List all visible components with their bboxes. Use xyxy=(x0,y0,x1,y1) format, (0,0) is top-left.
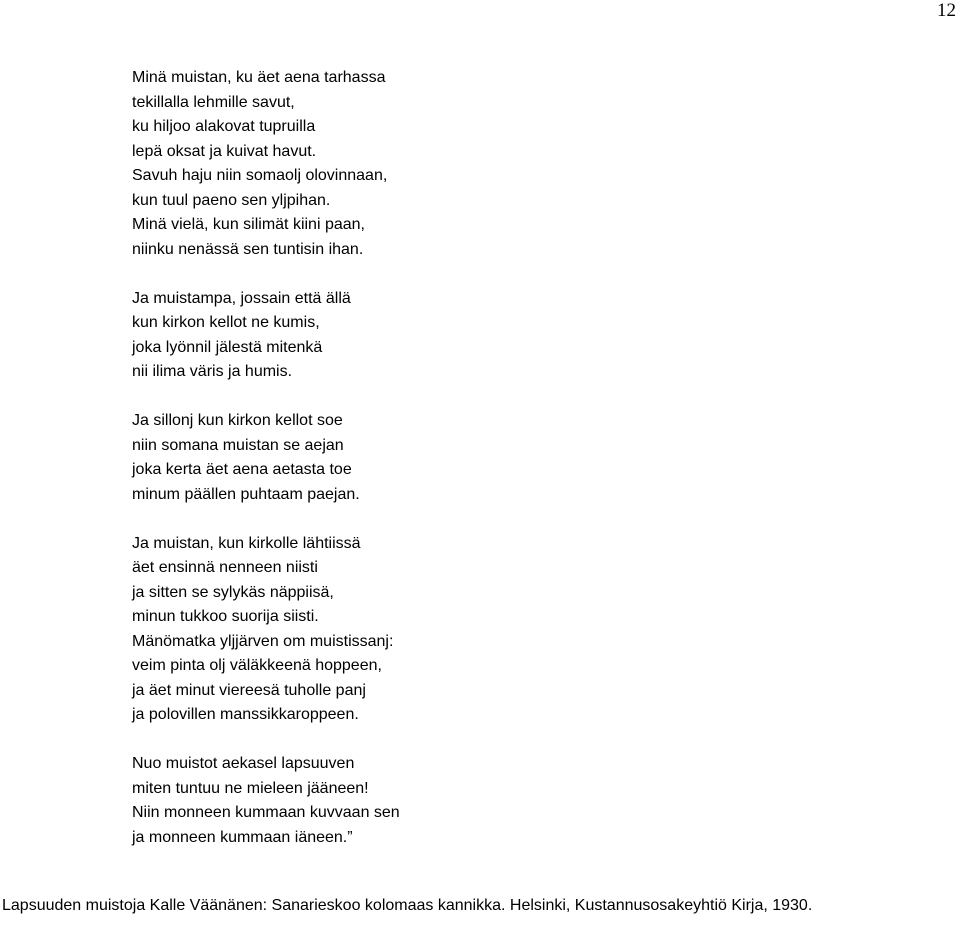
stanza-gap xyxy=(132,728,732,753)
poem-line: Niin monneen kummaan kuvvaan sen xyxy=(132,804,400,821)
poem-line: ku hiljoo alakovat tupruilla xyxy=(132,118,316,135)
stanza-gap xyxy=(132,507,732,532)
poem-stanza xyxy=(132,752,732,850)
poem-line: niinku nenässä sen tuntisin ihan. xyxy=(132,240,364,258)
stanza-gap xyxy=(132,262,732,287)
poem-line: kun kirkon kellot ne kumis, xyxy=(132,314,320,331)
poem-line: Nuo muistot aekasel lapsuuven xyxy=(132,755,355,772)
poem-stanza xyxy=(132,287,732,385)
poem-line: nii ilima väris ja humis. xyxy=(132,363,293,380)
poem-line: minum päällen puhtaam paejan. xyxy=(132,485,360,503)
page-number: 12 xyxy=(937,0,956,21)
stanza-gap xyxy=(132,385,732,410)
source-citation: Lapsuuden muistoja Kalle Väänänen: Sanarieskoo kolomaas kannikka. Helsinki, Kustannusosakeyhtiö Kirja, 1930. xyxy=(2,897,813,914)
poem xyxy=(132,66,732,850)
poem-line: ja monneen kummaan iäneen.” xyxy=(132,828,353,846)
poem-line: miten tuntuu ne mieleen jääneen! xyxy=(132,779,369,797)
poem-stanza xyxy=(132,409,732,507)
poem-line: niin somana muistan se aejan xyxy=(132,436,344,454)
poem-line: ja sitten se sylykäs näppiisä, xyxy=(132,583,334,601)
poem-line: joka kerta äet aena aetasta toe xyxy=(132,461,352,478)
poem-line: ja polovillen manssikkaroppeen. xyxy=(132,706,359,723)
poem-line: joka lyönnil jälestä mitenkä xyxy=(132,338,323,356)
poem-stanza xyxy=(132,532,732,728)
poem-line: Ja muistan, kun kirkolle lähtiissä xyxy=(132,534,361,552)
poem-line: äet ensinnä nenneen niisti xyxy=(132,559,318,576)
poem-line: Minä vielä, kun silimät kiini paan, xyxy=(132,216,365,233)
poem-line: Mänömatka yljjärven om muistissanj: xyxy=(132,632,394,650)
poem-stanza xyxy=(132,66,732,262)
poem-line: Ja sillonj kun kirkon kellot soe xyxy=(132,412,343,429)
poem-line: Ja muistampa, jossain että ällä xyxy=(132,289,351,307)
poem-line: ja äet minut viereesä tuholle panj xyxy=(132,681,366,699)
poem-line: lepä oksat ja kuivat havut. xyxy=(132,142,317,160)
poem-line: tekillalla lehmille savut, xyxy=(132,93,295,111)
poem-line: Minä muistan, ku äet aena tarhassa xyxy=(132,69,386,86)
poem-line: kun tuul paeno sen yljpihan. xyxy=(132,191,331,209)
poem-line: Savuh haju niin somaolj olovinnaan, xyxy=(132,167,388,184)
poem-line: veim pinta olj väläkkeenä hoppeen, xyxy=(132,657,382,674)
poem-line: minun tukkoo suorija siisti. xyxy=(132,608,319,625)
